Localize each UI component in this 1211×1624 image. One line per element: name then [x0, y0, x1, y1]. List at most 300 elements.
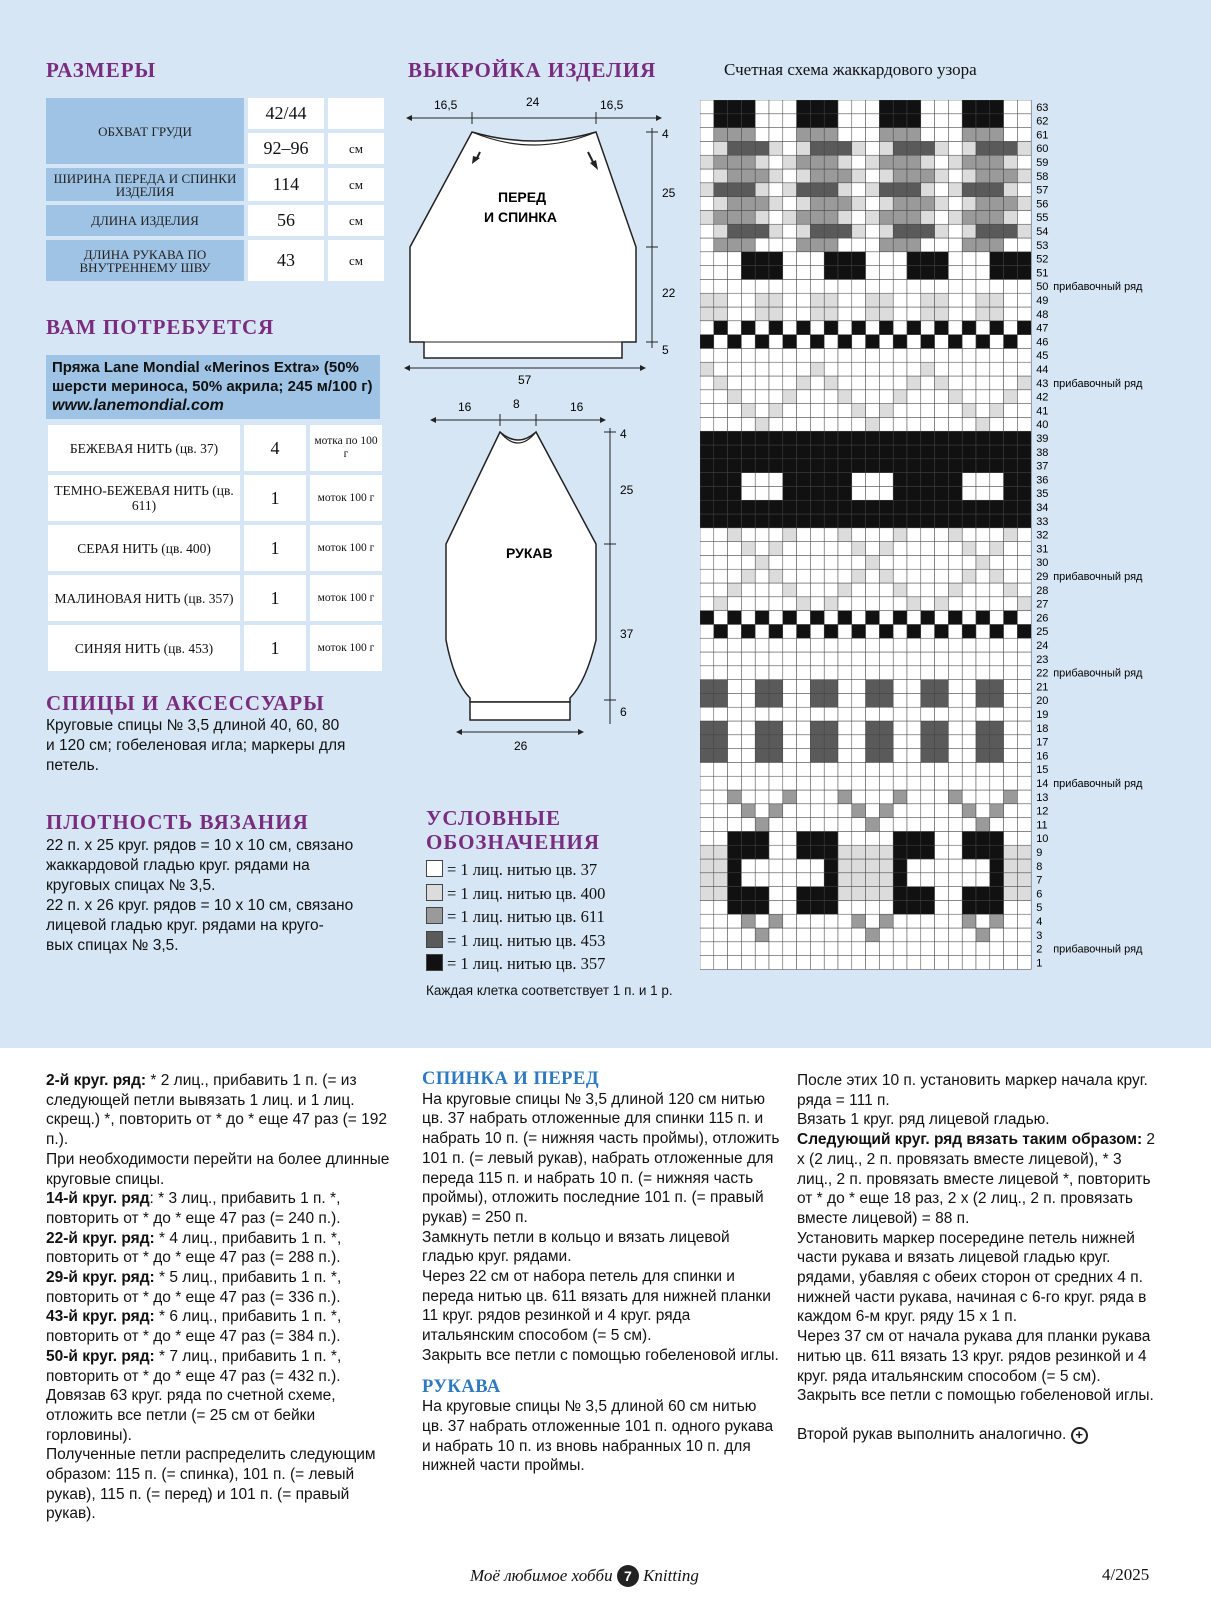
- chart-cell: [1017, 404, 1031, 418]
- chart-cell: [866, 417, 880, 431]
- chart-cell: [824, 224, 838, 238]
- chart-cell: [893, 473, 907, 487]
- chart-cell: [755, 417, 769, 431]
- chart-cell: [797, 638, 811, 652]
- chart-cell: [921, 500, 935, 514]
- chart-cell: [810, 611, 824, 625]
- chart-cell: [935, 555, 949, 569]
- chart-cell: [824, 197, 838, 211]
- legend-heading-line: УСЛОВНЫЕ: [426, 806, 562, 830]
- chart-cell: [935, 914, 949, 928]
- chart-cell: [838, 141, 852, 155]
- chart-cell: [755, 390, 769, 404]
- chart-cell: [893, 500, 907, 514]
- chart-cell: [714, 169, 728, 183]
- chart-cell: [838, 818, 852, 832]
- chart-cell: [879, 583, 893, 597]
- chart-cell: [838, 307, 852, 321]
- chart-cell: [797, 252, 811, 266]
- chart-cell: [935, 307, 949, 321]
- yarn-qty: 1: [244, 625, 306, 671]
- chart-cell: [783, 293, 797, 307]
- chart-cell: [838, 693, 852, 707]
- chart-cell: [755, 542, 769, 556]
- chart-cell: [1017, 376, 1031, 390]
- chart-cell: [907, 956, 921, 970]
- chart-cell: [1017, 735, 1031, 749]
- row-number: 36: [1036, 474, 1049, 487]
- yarn-unit: мотка по 100 г: [310, 425, 382, 471]
- chart-cell: [879, 514, 893, 528]
- chart-cell: [783, 473, 797, 487]
- chart-cell: [976, 666, 990, 680]
- row-number: 53: [1036, 239, 1049, 252]
- chart-cell: [838, 197, 852, 211]
- chart-cell: [769, 942, 783, 956]
- chart-cell: [948, 887, 962, 901]
- dim-label: 22: [662, 286, 676, 300]
- chart-cell: [921, 141, 935, 155]
- chart-cell: [948, 155, 962, 169]
- chart-cell: [879, 362, 893, 376]
- chart-cell: [990, 169, 1004, 183]
- chart-cell: [810, 680, 824, 694]
- chart-cell: [755, 914, 769, 928]
- chart-cell: [976, 224, 990, 238]
- chart-cell: [866, 597, 880, 611]
- chart-cell: [852, 873, 866, 887]
- chart-cell: [810, 749, 824, 763]
- chart-cell: [810, 942, 824, 956]
- chart-cell: [893, 790, 907, 804]
- chart-cell: [1004, 597, 1018, 611]
- chart-cell: [824, 307, 838, 321]
- chart-cell: [741, 459, 755, 473]
- chart-cell: [907, 169, 921, 183]
- chart-cell: [879, 887, 893, 901]
- chart-cell: [948, 473, 962, 487]
- chart-cell: [838, 555, 852, 569]
- row-number: 46: [1036, 336, 1049, 349]
- chart-cell: [824, 887, 838, 901]
- chart-cell: [700, 362, 714, 376]
- chart-cell: [714, 362, 728, 376]
- chart-cell: [907, 473, 921, 487]
- chart-cell: [741, 873, 755, 887]
- chart-cell: [755, 183, 769, 197]
- chart-cell: [1017, 307, 1031, 321]
- size-label: 42/44: [248, 98, 324, 129]
- chart-cell: [700, 735, 714, 749]
- chart-cell: [714, 845, 728, 859]
- chart-cell: [907, 790, 921, 804]
- chart-cell: [1004, 100, 1018, 114]
- chart-cell: [741, 321, 755, 335]
- chart-cell: [797, 721, 811, 735]
- chart-cell: [824, 845, 838, 859]
- chart-cell: [741, 569, 755, 583]
- chart-cell: [797, 417, 811, 431]
- chart-cell: [741, 445, 755, 459]
- chart-cell: [879, 224, 893, 238]
- chart-cell: [921, 169, 935, 183]
- chart-cell: [741, 514, 755, 528]
- legend-text: = 1 лиц. нитью цв. 611: [447, 907, 605, 926]
- chart-cell: [990, 459, 1004, 473]
- chart-cell: [907, 762, 921, 776]
- chart-cell: [879, 417, 893, 431]
- chart-cell: [990, 500, 1004, 514]
- chart-cell: [714, 818, 728, 832]
- chart-cell: [838, 652, 852, 666]
- chart-cell: [866, 431, 880, 445]
- chart-cell: [838, 514, 852, 528]
- chart-cell: [728, 266, 742, 280]
- chart-cell: [783, 942, 797, 956]
- chart-cell: [838, 238, 852, 252]
- chart-cell: [810, 417, 824, 431]
- chart-cell: [700, 183, 714, 197]
- chart-cell: [948, 569, 962, 583]
- chart-cell: [838, 624, 852, 638]
- paragraph-text: * 4 лиц., прибавить 1 п. *, повторить от * до * еще 47 раз (= 288 п.).: [46, 1229, 342, 1267]
- chart-cell: [976, 845, 990, 859]
- chart-cell: [700, 348, 714, 362]
- chart-cell: [990, 762, 1004, 776]
- chart-cell: [852, 155, 866, 169]
- chart-cell: [921, 197, 935, 211]
- chart-cell: [976, 169, 990, 183]
- dim-label: 6: [620, 705, 627, 719]
- chart-cell: [948, 183, 962, 197]
- chart-cell: [769, 900, 783, 914]
- chart-cell: [728, 721, 742, 735]
- row-number: 13: [1036, 791, 1049, 804]
- chart-cell: [893, 183, 907, 197]
- chart-cell: [1017, 942, 1031, 956]
- dim-label: 16: [570, 400, 584, 414]
- jacquard-chart: [700, 100, 1180, 1010]
- chart-cell: [921, 514, 935, 528]
- chart-cell: [824, 831, 838, 845]
- chart-cell: [769, 169, 783, 183]
- chart-cell: [741, 376, 755, 390]
- chart-cell: [1004, 114, 1018, 128]
- chart-cell: [907, 873, 921, 887]
- legend-heading-line: ОБОЗНАЧЕНИЯ: [426, 830, 601, 854]
- paragraph: Установить маркер посередине петель нижней части рукава и вязать лицевой гладью круг. рядами, убавляя с обеих сторон от средних 4 п. нижней части рукава, начиная с 6-го круг. ряда в каждом 6-м круг. ряду 15 х 1 п.: [797, 1229, 1147, 1326]
- row-number: 42: [1036, 391, 1049, 404]
- chart-cell: [879, 335, 893, 349]
- sizes-row-value: 43: [248, 240, 324, 281]
- chart-cell: [755, 776, 769, 790]
- chart-cell: [728, 680, 742, 694]
- row-number: 29: [1036, 571, 1049, 583]
- chart-cell: [866, 404, 880, 418]
- yarn-name: МАЛИНОВАЯ НИТЬ (цв. 357): [48, 575, 240, 621]
- chart-cell: [741, 735, 755, 749]
- chart-cell: [714, 431, 728, 445]
- row-number: 26: [1036, 612, 1049, 625]
- chart-cell: [741, 707, 755, 721]
- chart-cell: [783, 210, 797, 224]
- chart-cell: [797, 707, 811, 721]
- chart-cell: [783, 887, 797, 901]
- chart-cell: [948, 445, 962, 459]
- chart-cell: [962, 486, 976, 500]
- chart-cell: [824, 238, 838, 252]
- chart-cell: [741, 224, 755, 238]
- chart-cell: [1004, 831, 1018, 845]
- chart-cell: [1004, 942, 1018, 956]
- paragraph: Через 22 см от набора петель для спинки и переда нитью цв. 611 вязать для нижней планки 11 круг. рядов резинкой и 4 круг. ряда итальянским способом (= 5 см).: [422, 1268, 771, 1345]
- chart-cell: [838, 417, 852, 431]
- chart-cell: [755, 749, 769, 763]
- chart-cell: [935, 956, 949, 970]
- chart-cell: [783, 762, 797, 776]
- chart-cell: [907, 638, 921, 652]
- chart-cell: [838, 348, 852, 362]
- chart-cell: [948, 666, 962, 680]
- dim-label: 26: [514, 739, 528, 752]
- chart-cell: [769, 266, 783, 280]
- chart-cell: [866, 956, 880, 970]
- chart-cell: [741, 404, 755, 418]
- chart-cell: [893, 417, 907, 431]
- chart-cell: [866, 845, 880, 859]
- chart-cell: [714, 252, 728, 266]
- chart-cell: [893, 707, 907, 721]
- chart-cell: [755, 569, 769, 583]
- chart-cell: [866, 514, 880, 528]
- chart-cell: [976, 956, 990, 970]
- yarn-name: БЕЖЕВАЯ НИТЬ (цв. 37): [48, 425, 240, 471]
- chart-cell: [810, 252, 824, 266]
- chart-cell: [741, 666, 755, 680]
- chart-cell: [852, 845, 866, 859]
- chart-cell: [866, 762, 880, 776]
- chart-cell: [962, 473, 976, 487]
- chart-cell: [852, 210, 866, 224]
- chart-cell: [1017, 776, 1031, 790]
- row-number: 33: [1036, 515, 1049, 528]
- chart-cell: [879, 486, 893, 500]
- chart-cell: [755, 169, 769, 183]
- chart-cell: [783, 141, 797, 155]
- chart-cell: [728, 776, 742, 790]
- row-number: 32: [1036, 529, 1049, 542]
- chart-cell: [728, 956, 742, 970]
- chart-cell: [976, 128, 990, 142]
- chart-cell: [1004, 197, 1018, 211]
- legend-swatch: [426, 907, 443, 924]
- chart-cell: [907, 900, 921, 914]
- chart-cell: [976, 624, 990, 638]
- row-number: 35: [1036, 488, 1049, 501]
- chart-cell: [976, 390, 990, 404]
- chart-cell: [824, 528, 838, 542]
- increase-row-label: прибавочный ряд: [1053, 377, 1143, 390]
- chart-cell: [976, 500, 990, 514]
- chart-cell: [990, 266, 1004, 280]
- chart-cell: [866, 321, 880, 335]
- chart-cell: [810, 887, 824, 901]
- chart-cell: [700, 500, 714, 514]
- chart-cell: [797, 804, 811, 818]
- chart-cell: [838, 928, 852, 942]
- chart-cell: [700, 942, 714, 956]
- dim-label: 8: [513, 397, 520, 411]
- chart-cell: [783, 693, 797, 707]
- chart-cell: [879, 293, 893, 307]
- chart-cell: [879, 845, 893, 859]
- chart-cell: [824, 652, 838, 666]
- chart-cell: [893, 721, 907, 735]
- chart-cell: [935, 210, 949, 224]
- chart-cell: [1017, 445, 1031, 459]
- row-number: 55: [1036, 212, 1049, 225]
- chart-cell: [797, 693, 811, 707]
- chart-cell: [824, 790, 838, 804]
- chart-cell: [935, 417, 949, 431]
- chart-cell: [728, 445, 742, 459]
- chart-cell: [824, 362, 838, 376]
- chart-cell: [783, 749, 797, 763]
- chart-cell: [755, 376, 769, 390]
- row-number: 14: [1036, 778, 1049, 790]
- chart-cell: [921, 528, 935, 542]
- chart-cell: [700, 845, 714, 859]
- chart-cell: [893, 293, 907, 307]
- yarn-unit: моток 100 г: [310, 525, 382, 571]
- chart-cell: [893, 169, 907, 183]
- chart-cell: [976, 528, 990, 542]
- chart-cell: [755, 928, 769, 942]
- chart-cell: [1017, 473, 1031, 487]
- chart-cell: [824, 693, 838, 707]
- chart-cell: [700, 859, 714, 873]
- chart-cell: [962, 900, 976, 914]
- dim-label: 25: [662, 186, 676, 200]
- chart-cell: [714, 210, 728, 224]
- chart-cell: [741, 141, 755, 155]
- chart-cell: [700, 445, 714, 459]
- chart-cell: [728, 459, 742, 473]
- chart-cell: [976, 859, 990, 873]
- chart-cell: [755, 597, 769, 611]
- chart-cell: [838, 128, 852, 142]
- chart-cell: [921, 680, 935, 694]
- chart-cell: [976, 114, 990, 128]
- chart-cell: [700, 238, 714, 252]
- legend-text: = 1 лиц. нитью цв. 37: [447, 860, 598, 879]
- chart-cell: [935, 666, 949, 680]
- chart-cell: [783, 790, 797, 804]
- chart-cell: [921, 362, 935, 376]
- chart-cell: [1004, 514, 1018, 528]
- chart-cell: [1004, 169, 1018, 183]
- chart-cell: [962, 376, 976, 390]
- chart-cell: [893, 266, 907, 280]
- chart-cell: [948, 583, 962, 597]
- chart-cell: [1017, 542, 1031, 556]
- chart-cell: [990, 321, 1004, 335]
- chart-cell: [935, 859, 949, 873]
- chart-cell: [852, 818, 866, 832]
- chart-cell: [838, 680, 852, 694]
- chart-cell: [810, 279, 824, 293]
- magazine-name: Моё любимое хобби: [470, 1566, 613, 1585]
- chart-cell: [976, 252, 990, 266]
- chart-cell: [797, 597, 811, 611]
- chart-cell: [714, 638, 728, 652]
- chart-cell: [1004, 652, 1018, 666]
- row-number: 6: [1036, 888, 1043, 901]
- chart-cell: [1017, 956, 1031, 970]
- chart-cell: [879, 197, 893, 211]
- chart-cell: [1017, 887, 1031, 901]
- chart-cell: [852, 183, 866, 197]
- chart-cell: [893, 569, 907, 583]
- chart-cell: [755, 638, 769, 652]
- chart-cell: [741, 473, 755, 487]
- chart-cell: [907, 928, 921, 942]
- chart-cell: [935, 900, 949, 914]
- chart-cell: [797, 431, 811, 445]
- chart-cell: [769, 473, 783, 487]
- chart-cell: [948, 279, 962, 293]
- chart-cell: [948, 804, 962, 818]
- chart-cell: [838, 266, 852, 280]
- chart-cell: [741, 335, 755, 349]
- chart-cell: [797, 735, 811, 749]
- chart-cell: [838, 500, 852, 514]
- chart-cell: [907, 914, 921, 928]
- chart-cell: [893, 128, 907, 142]
- chart-cell: [783, 542, 797, 556]
- chart-cell: [866, 873, 880, 887]
- chart-cell: [893, 542, 907, 556]
- chart-cell: [714, 942, 728, 956]
- yarn-unit: моток 100 г: [310, 575, 382, 621]
- chart-cell: [824, 680, 838, 694]
- chart-cell: [962, 459, 976, 473]
- chart-cell: [990, 210, 1004, 224]
- chart-cell: [1017, 335, 1031, 349]
- chart-cell: [728, 376, 742, 390]
- chart-cell: [948, 348, 962, 362]
- chart-cell: [893, 486, 907, 500]
- sizes-row-value: 92–96: [248, 133, 324, 164]
- chart-cell: [700, 417, 714, 431]
- chart-cell: [1004, 900, 1018, 914]
- chart-cell: [990, 638, 1004, 652]
- chart-cell: [714, 776, 728, 790]
- chart-cell: [783, 928, 797, 942]
- chart-cell: [1004, 183, 1018, 197]
- chart-cell: [714, 238, 728, 252]
- chart-cell: [728, 390, 742, 404]
- chart-cell: [824, 569, 838, 583]
- text-line: и 120 см; гобеленовая игла; маркеры для: [46, 737, 346, 754]
- chart-cell: [797, 279, 811, 293]
- legend-note: Каждая клетка соответствует 1 п. и 1 р.: [426, 983, 673, 998]
- chart-cell: [810, 597, 824, 611]
- chart-cell: [935, 749, 949, 763]
- chart-cell: [866, 693, 880, 707]
- chart-cell: [714, 141, 728, 155]
- yarn-qty: 1: [244, 525, 306, 571]
